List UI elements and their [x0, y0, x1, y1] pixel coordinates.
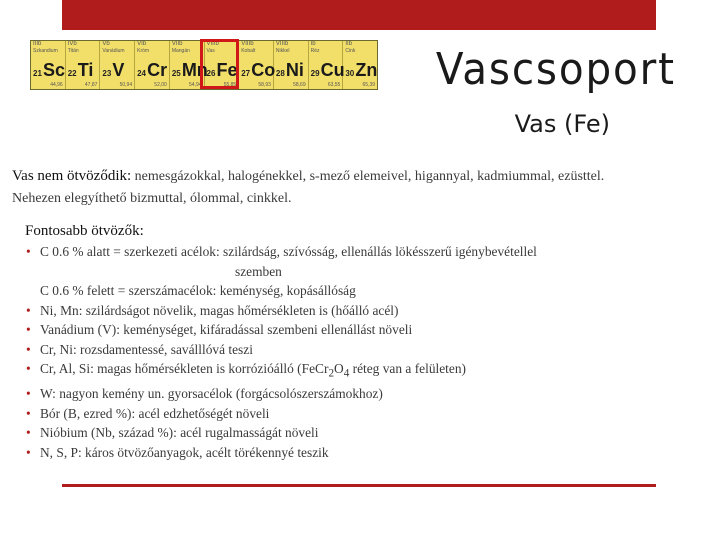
atomic-number: 24 [137, 69, 147, 78]
group-label: VIb [137, 41, 147, 47]
top-accent-bar [62, 0, 656, 30]
list-item-tungsten [26, 384, 706, 404]
element-name: Kobalt [241, 48, 256, 54]
element-symbol: Ti [77, 60, 94, 80]
element-name: Vanádium [102, 48, 125, 54]
list-item-text: O [334, 361, 344, 376]
element-symbol: Fe [216, 60, 238, 80]
atomic-mass: 52,00 [154, 82, 167, 88]
carbon-high-text: C 0.6 % felett = szerszámacélok: keménység, kopásállóság [40, 283, 356, 298]
fe-highlight-box [200, 39, 239, 89]
element-name: Réz [310, 48, 320, 54]
atomic-mass: 63,55 [327, 82, 341, 88]
atomic-mass: 44,96 [50, 82, 63, 88]
list-item-cr-ni [26, 340, 706, 360]
group-label: Ib [310, 41, 316, 47]
list-item-carbon-high [26, 281, 706, 301]
section-heading: Fontosabb ötvözők: [25, 223, 144, 239]
element-name: Mangán [171, 48, 190, 54]
slide-subtitle: Vas (Fe) [514, 110, 610, 138]
list-item-n-s-p [26, 443, 706, 463]
atomic-number: 22 [67, 69, 77, 78]
element-symbol: Mn [181, 60, 208, 80]
list-item-text: Ni, Mn: szilárdságot növelik, magas hőmérsékleten is (hőálló acél) [40, 302, 399, 318]
list-item-vanadium [26, 320, 706, 340]
list-item-text: réteg van a felületen) [349, 361, 466, 376]
atomic-mass: 65,39 [362, 82, 376, 88]
group-label: IVb [67, 41, 77, 47]
group-label: Vb [102, 41, 110, 47]
alloy-list [26, 242, 706, 462]
group-label: VIIIb [206, 41, 219, 47]
element-symbol: Sc [43, 60, 66, 80]
atomic-mass: 47,87 [84, 82, 98, 88]
atomic-mass: 50,94 [119, 82, 133, 88]
list-item-cr-al-si [26, 359, 706, 384]
atomic-mass: 58,93 [258, 82, 271, 88]
list-item-text: Cr, Al, Si: magas hőmérsékleten is korrózióálló (FeCr [40, 361, 329, 376]
element-cell-cr [135, 41, 170, 89]
intro-line-1-rest: nemesgázokkal, halogénekkel, s-mező elemeivel, higannyal, kadmiummal, ezüsttel. [134, 169, 605, 184]
subscript: 4 [343, 367, 350, 380]
list-item-ni-mn [26, 301, 706, 321]
element-name: Vas [206, 48, 215, 54]
list-item-text: Bór (B, ezred %): acél edzhetőségét növeli [40, 405, 270, 421]
element-cell-zn [343, 41, 377, 89]
element-symbol: Cr [147, 60, 168, 80]
intro-line-1 [12, 165, 712, 188]
element-name: Cink [345, 48, 356, 54]
list-item-text: Nióbium (Nb, század %): acél rugalmasságát növeli [40, 425, 319, 441]
atomic-number: 25 [171, 69, 181, 78]
atomic-number: 23 [102, 69, 112, 78]
atomic-mass: 58,69 [293, 82, 306, 88]
list-item-text: W: nagyon kemény un. gyorsacélok (forgácsolószerszámokhoz) [40, 386, 383, 402]
element-symbol: Zn [355, 60, 378, 80]
element-name: Szkandium [33, 48, 58, 54]
list-item-text: Cr, Ni: rozsdamentessé, saválllóvá teszi [40, 341, 253, 357]
group-label: VIIIb [241, 41, 254, 47]
atomic-number: 28 [275, 69, 285, 78]
subscript: 2 [328, 367, 335, 380]
list-item-text: N, S, P: káros ötvözőanyagok, acélt törékennyé teszik [40, 444, 329, 460]
element-cell-v [100, 41, 135, 89]
carbon-low-text: C 0.6 % alatt = szerkezeti acélok: szilárdság, szívósság, ellenállás lökésszerű igénybevétellel [40, 244, 537, 259]
group-label: VIIb [171, 41, 183, 47]
group-label: VIIIb [275, 41, 289, 47]
element-cell-sc [31, 41, 66, 89]
element-symbol: V [112, 60, 125, 80]
atomic-number: 27 [241, 69, 251, 78]
list-item-niobium [26, 423, 706, 443]
slide-title: Vascsoport [436, 44, 676, 95]
atomic-number: 21 [33, 69, 42, 78]
element-cell-ni [274, 41, 309, 89]
intro-line-2: Nehezen elegyíthető bizmuttal, ólommal, cinkkel. [12, 191, 292, 206]
element-cell-ti [66, 41, 101, 89]
atomic-number: 29 [310, 69, 320, 78]
atomic-number: 26 [206, 69, 216, 78]
intro-paragraph [12, 165, 712, 210]
element-name: Króm [137, 48, 150, 54]
element-cell-cu [309, 41, 344, 89]
element-symbol: Cu [320, 60, 345, 80]
intro-lead: Vas nem ötvöződik: [12, 168, 132, 184]
atomic-number: 30 [345, 69, 355, 78]
atomic-mass: 55,85 [223, 82, 237, 88]
group-label: IIIb [33, 41, 42, 47]
element-name: Titán [67, 48, 79, 54]
element-symbol: Ni [285, 60, 304, 80]
element-cell-co [239, 41, 274, 89]
element-symbol: Co [251, 60, 276, 80]
bottom-accent-rule [62, 484, 656, 487]
group-label: IIb [345, 41, 352, 47]
list-item-carbon [26, 242, 706, 281]
carbon-low-continuation: szemben [235, 263, 282, 279]
list-item-text: Vanádium (V): keménységet, kifáradással szembeni ellenállást növeli [40, 322, 413, 337]
element-name: Nikkel [275, 48, 290, 54]
atomic-mass: 54,94 [189, 82, 202, 88]
list-item-boron [26, 404, 706, 424]
